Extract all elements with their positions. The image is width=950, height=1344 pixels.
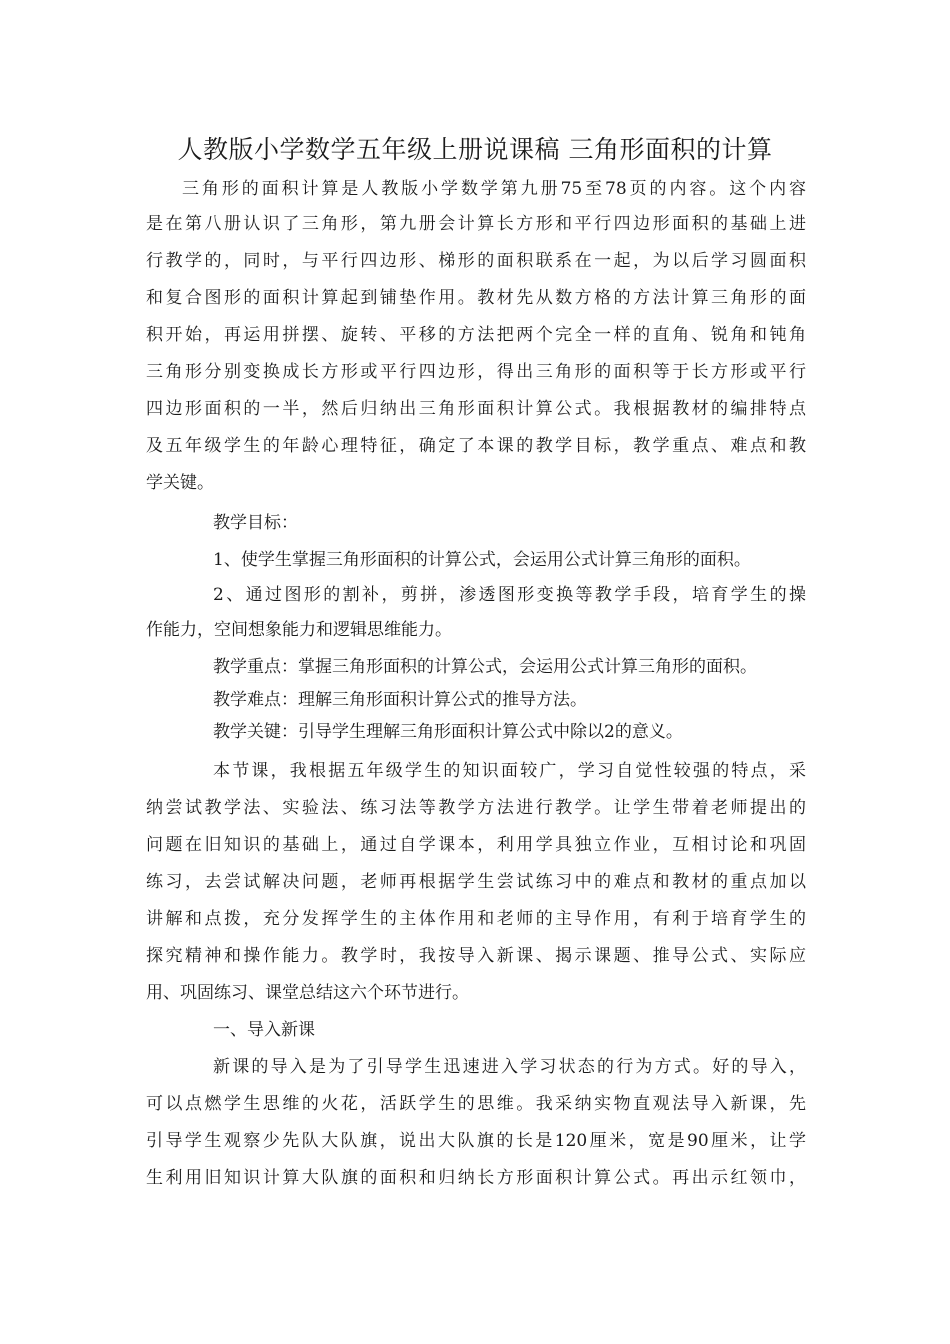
list-item: 1、使学生掌握三角形面积的计算公式，会运用公式计算三角形的面积。 xyxy=(213,550,751,570)
paragraph-line: 用、巩固练习、课堂总结这六个环节进行。 xyxy=(146,983,469,1003)
paragraph-line: 积开始，再运用拼摆、旋转、平移的方法把两个完全一样的直角、锐角和钝角 xyxy=(146,325,806,345)
paragraph-line: 纳尝试教学法、实验法、练习法等教学方法进行教学。让学生带着老师提出的 xyxy=(146,798,806,818)
paragraph-line: 行教学的，同时，与平行四边形、梯形的面积联系在一起，为以后学习圆面积 xyxy=(146,251,806,271)
paragraph-line: 四边形面积的一半，然后归纳出三角形面积计算公式。我根据教材的编排特点 xyxy=(146,399,806,419)
key-line: 教学关键：引导学生理解三角形面积计算公式中除以2的意义。 xyxy=(213,722,683,742)
paragraph-line: 作能力，空间想象能力和逻辑思维能力。 xyxy=(146,620,452,640)
list-item: 2、通过图形的割补，剪拼，渗透图形变换等教学手段，培育学生的操 xyxy=(213,585,806,605)
paragraph-line: 生利用旧知识计算大队旗的面积和归纳长方形面积计算公式。再出示红领巾， xyxy=(146,1168,806,1188)
paragraph-line: 和复合图形的面积计算起到铺垫作用。教材先从数方格的方法计算三角形的面 xyxy=(146,288,806,308)
difficulty-line: 教学难点：理解三角形面积计算公式的推导方法。 xyxy=(213,690,587,710)
paragraph-line: 三角形的面积计算是人教版小学数学第九册75至78页的内容。这个内容 xyxy=(182,179,806,199)
paragraph-line: 问题在旧知识的基础上，通过自学课本，利用学具独立作业，互相讨论和巩固 xyxy=(146,835,806,855)
paragraph-line: 讲解和点拨，充分发挥学生的主体作用和老师的主导作用，有利于培育学生的 xyxy=(146,909,806,929)
paragraph-line: 及五年级学生的年龄心理特征，确定了本课的教学目标，教学重点、难点和教 xyxy=(146,436,806,456)
document-title: 人教版小学数学五年级上册说课稿 三角形面积的计算 xyxy=(177,135,773,164)
paragraph-line: 探究精神和操作能力。教学时，我按导入新课、揭示课题、推导公式、实际应 xyxy=(146,946,806,966)
paragraph-line: 是在第八册认识了三角形，第九册会计算长方形和平行四边形面积的基础上进 xyxy=(146,214,806,234)
section-heading: 一、导入新课 xyxy=(213,1020,315,1040)
key-point-line: 教学重点：掌握三角形面积的计算公式，会运用公式计算三角形的面积。 xyxy=(213,657,757,677)
paragraph-line: 练习，去尝试解决问题，老师再根据学生尝试练习中的难点和教材的重点加以 xyxy=(146,872,806,892)
section-heading: 教学目标： xyxy=(213,513,298,533)
paragraph-line: 可以点燃学生思维的火花，活跃学生的思维。我采纳实物直观法导入新课，先 xyxy=(146,1094,806,1114)
paragraph-line: 学关键。 xyxy=(146,473,214,493)
paragraph-line: 三角形分别变换成长方形或平行四边形，得出三角形的面积等于长方形或平行 xyxy=(146,362,806,382)
paragraph-line: 新课的导入是为了引导学生迅速进入学习状态的行为方式。好的导入， xyxy=(213,1057,806,1077)
paragraph-line: 引导学生观察少先队大队旗，说出大队旗的长是120厘米，宽是90厘米，让学 xyxy=(146,1131,806,1151)
paragraph-line: 本节课，我根据五年级学生的知识面较广，学习自觉性较强的特点，采 xyxy=(213,761,806,781)
